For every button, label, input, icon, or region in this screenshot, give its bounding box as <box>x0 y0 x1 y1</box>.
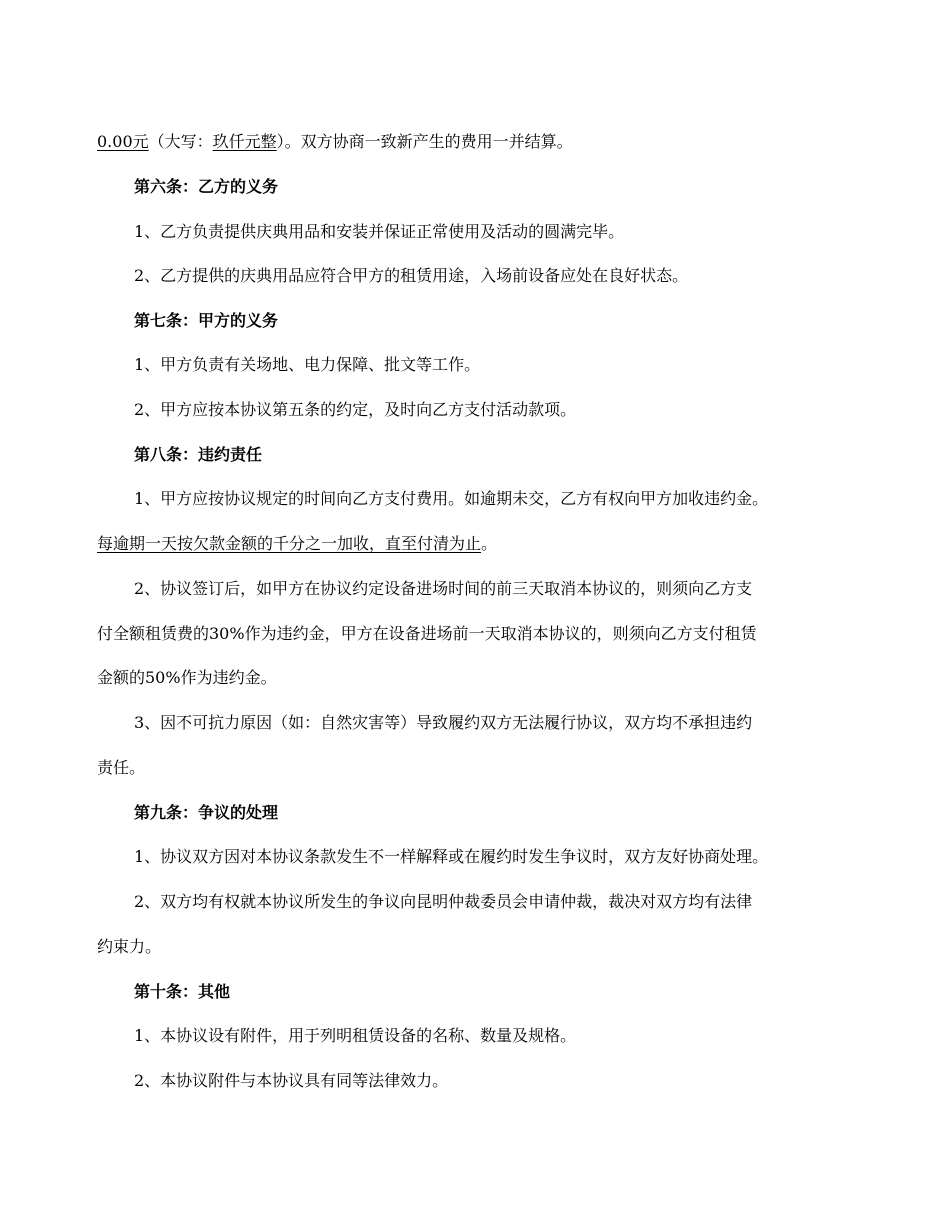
heading-article-7: 第七条：甲方的义务 <box>134 311 279 330</box>
article-10-item-1: 1、本协议设有附件，用于列明租赁设备的名称、数量及规格。 <box>134 1026 577 1045</box>
article-7-item-2: 2、甲方应按本协议第五条的约定，及时向乙方支付活动款项。 <box>134 400 577 419</box>
article-6-item-1: 1、乙方负责提供庆典用品和安装并保证正常使用及活动的圆满完毕。 <box>134 222 625 241</box>
article-8-item-3-line-2: 责任。 <box>97 758 146 777</box>
article-9-item-2-line-1: 2、双方均有权就本协议所发生的争议向昆明仲裁委员会申请仲裁，裁决对双方均有法律 <box>134 892 753 911</box>
article-9-item-1: 1、协议双方因对本协议条款发生不一样解释或在履约时发生争议时，双方友好协商处理。 <box>134 847 769 866</box>
article-8-item-3-line-1: 3、因不可抗力原因（如：自然灾害等）导致履约双方无法履行协议，双方均不承担违约 <box>134 713 753 732</box>
article-8-item-1-line-1: 1、甲方应按协议规定的时间向乙方支付费用。如逾期未交，乙方有权向甲方加收违约金。 <box>134 489 769 508</box>
article-6-item-2: 2、乙方提供的庆典用品应符合甲方的租赁用途，入场前设备应处在良好状态。 <box>134 266 689 285</box>
penalty-rate-text: 每逾期一天按欠款金额的千分之一加收，直至付清为止 <box>97 534 482 553</box>
paragraph-fee-continuation <box>97 132 573 152</box>
article-8-item-2-line-2: 付全额租赁费的30%作为违约金，甲方在设备进场前一天取消本协议的，则须向乙方支付租赁 <box>97 624 757 643</box>
amount-words: 玖仟元整 <box>212 132 277 151</box>
penalty-rate-period: 。 <box>481 534 498 553</box>
article-8-item-1-line-2 <box>97 534 497 554</box>
amount-figure: 0.00元 <box>97 132 149 151</box>
heading-article-8: 第八条：违约责任 <box>134 445 263 464</box>
heading-article-10: 第十条：其他 <box>134 982 231 1001</box>
article-8-item-2-line-3: 金额的50%作为违约金。 <box>97 668 277 687</box>
article-10-item-2: 2、本协议附件与本协议具有同等法律效力。 <box>134 1071 449 1090</box>
heading-article-6: 第六条：乙方的义务 <box>134 177 279 196</box>
article-8-item-2-line-1: 2、协议签订后，如甲方在协议约定设备进场时间的前三天取消本协议的，则须向乙方支 <box>134 579 753 598</box>
amount-label: （大写： <box>148 132 213 151</box>
heading-article-9: 第九条：争议的处理 <box>134 803 279 822</box>
fee-settlement-text: ）。双方协商一致新产生的费用一并结算。 <box>276 132 573 151</box>
article-7-item-1: 1、甲方负责有关场地、电力保障、批文等工作。 <box>134 355 481 374</box>
article-9-item-2-line-2: 约束力。 <box>97 937 162 956</box>
